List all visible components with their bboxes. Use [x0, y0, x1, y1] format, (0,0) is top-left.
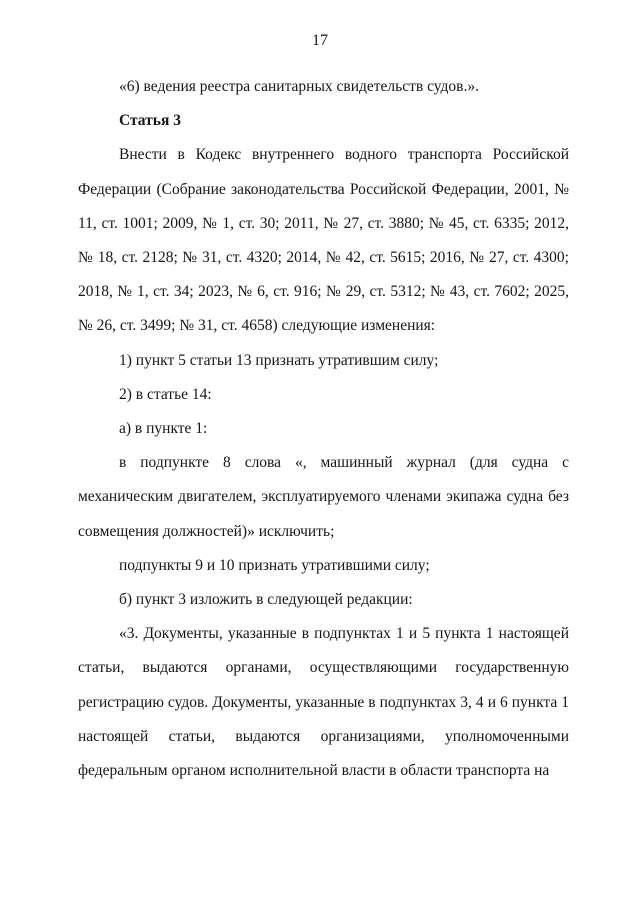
paragraph-subpoint-8: в подпункте 8 слова «, машинный журнал (для судна с механическим двигателем, эксплуатируемого членами экипажа судна без совмещения должностей)» исключить;: [78, 454, 569, 540]
paragraph-item-2: 2) в статье 14:: [119, 385, 212, 403]
document-body: [78, 70, 569, 788]
paragraph-new-point-3: «3. Документы, указанные в подпунктах 1 и 5 пункта 1 настоящей статьи, выдаются органами, осуществляющими государственную регистрацию судов. Документы, указанные в подпунктах 3, 4 и 6 пункта 1 настоящей статьи, выдаются организациями, уполномоченными федеральным органом исполнительной власти в области транспорта на: [78, 625, 569, 780]
paragraph-subitem-b: б) пункт 3 изложить в следующей редакции:: [119, 591, 413, 609]
paragraph-item-1: 1) пункт 5 статьи 13 признать утратившим силу;: [119, 351, 439, 369]
paragraph-subpoints-9-10: подпункты 9 и 10 признать утратившими силу;: [119, 556, 430, 574]
paragraph-amendment-intro: Внести в Кодекс внутреннего водного транспорта Российской Федерации (Собрание законодательства Российской Федерации, 2001, № 11, ст. 1001; 2009, № 1, ст. 30; 2011, № 27, ст. 3880; № 45, ст. 6335; 2012, № 18, ст. 2128; № 31, ст. 4320; 2014, № 42, ст. 5615; 2016, № 27, ст. 4300; 2018, № 1, ст. 34; 2023, № 6, ст. 916; № 29, ст. 5312; № 43, ст. 7602; 2025, № 26, ст. 3499; № 31, ст. 4658) следующие изменения:: [78, 146, 569, 335]
paragraph-subitem-a: а) в пункте 1:: [119, 420, 208, 438]
article-heading: Статья 3: [119, 112, 181, 130]
paragraph-quote-item-6: «6) ведения реестра санитарных свидетельств судов.».: [119, 78, 479, 95]
page-number: 17: [312, 32, 328, 49]
